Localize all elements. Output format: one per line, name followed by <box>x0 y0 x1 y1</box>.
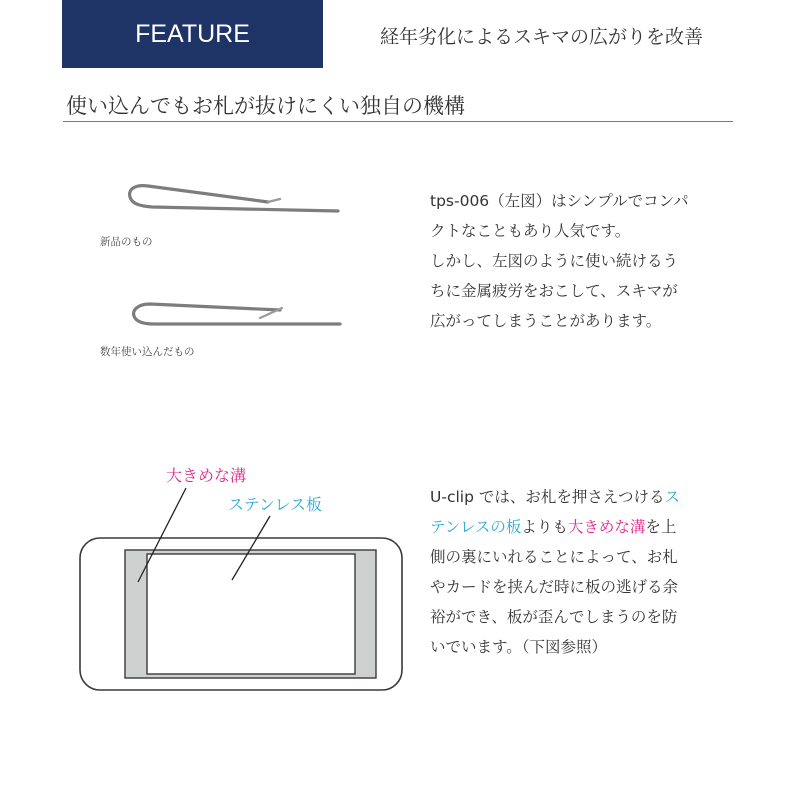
paragraph-line: 裕ができ、板が歪んでしまうのを防 <box>430 608 678 626</box>
paragraph-text: よりも <box>521 518 568 536</box>
description-paragraph-1 <box>430 186 689 336</box>
highlight-steel: ス <box>664 488 681 506</box>
paragraph-line: いでいます。（下図参照） <box>430 638 608 656</box>
section-title: 使い込んでもお札が抜けにくい独自の機構 <box>66 94 465 118</box>
paragraph-line: ちに金属疲労をおこして、スキマが <box>430 282 678 300</box>
old-clip-caption: 数年使い込んだもの <box>100 346 195 358</box>
new-clip-caption: 新品のもの <box>100 236 153 248</box>
new-clip-illustration <box>120 178 350 222</box>
old-clip-illustration <box>120 292 350 336</box>
groove-label: 大きめな溝 <box>166 466 247 485</box>
paragraph-line: 側の裏にいれることによって、お札 <box>430 548 678 566</box>
paragraph-text: U-clip では、お札を押さえつける <box>430 488 665 506</box>
paragraph-line: やカードを挟んだ時に板の逃げる余 <box>430 578 679 596</box>
paragraph-line: しかし、左図のように使い続けるう <box>430 252 679 270</box>
header-caption: 経年劣化によるスキマの広がりを改善 <box>380 26 704 48</box>
paragraph-line <box>430 482 680 512</box>
paragraph-line: tps-006（左図）はシンプルでコンパ <box>430 192 689 210</box>
paragraph-line: 広がってしまうことがあります。 <box>430 312 662 330</box>
paragraph-line: クトなこともあり人気です。 <box>430 222 631 240</box>
highlight-groove: 大きめな溝 <box>567 518 646 536</box>
feature-label: FEATURE <box>135 19 250 48</box>
section-divider <box>63 121 733 122</box>
highlight-steel: テンレスの板 <box>430 518 522 536</box>
paragraph-line <box>430 512 680 542</box>
description-paragraph-2 <box>430 482 680 662</box>
feature-badge <box>62 0 323 68</box>
paragraph-text: を上 <box>645 518 677 536</box>
steel-plate-label: ステンレス板 <box>228 495 323 514</box>
